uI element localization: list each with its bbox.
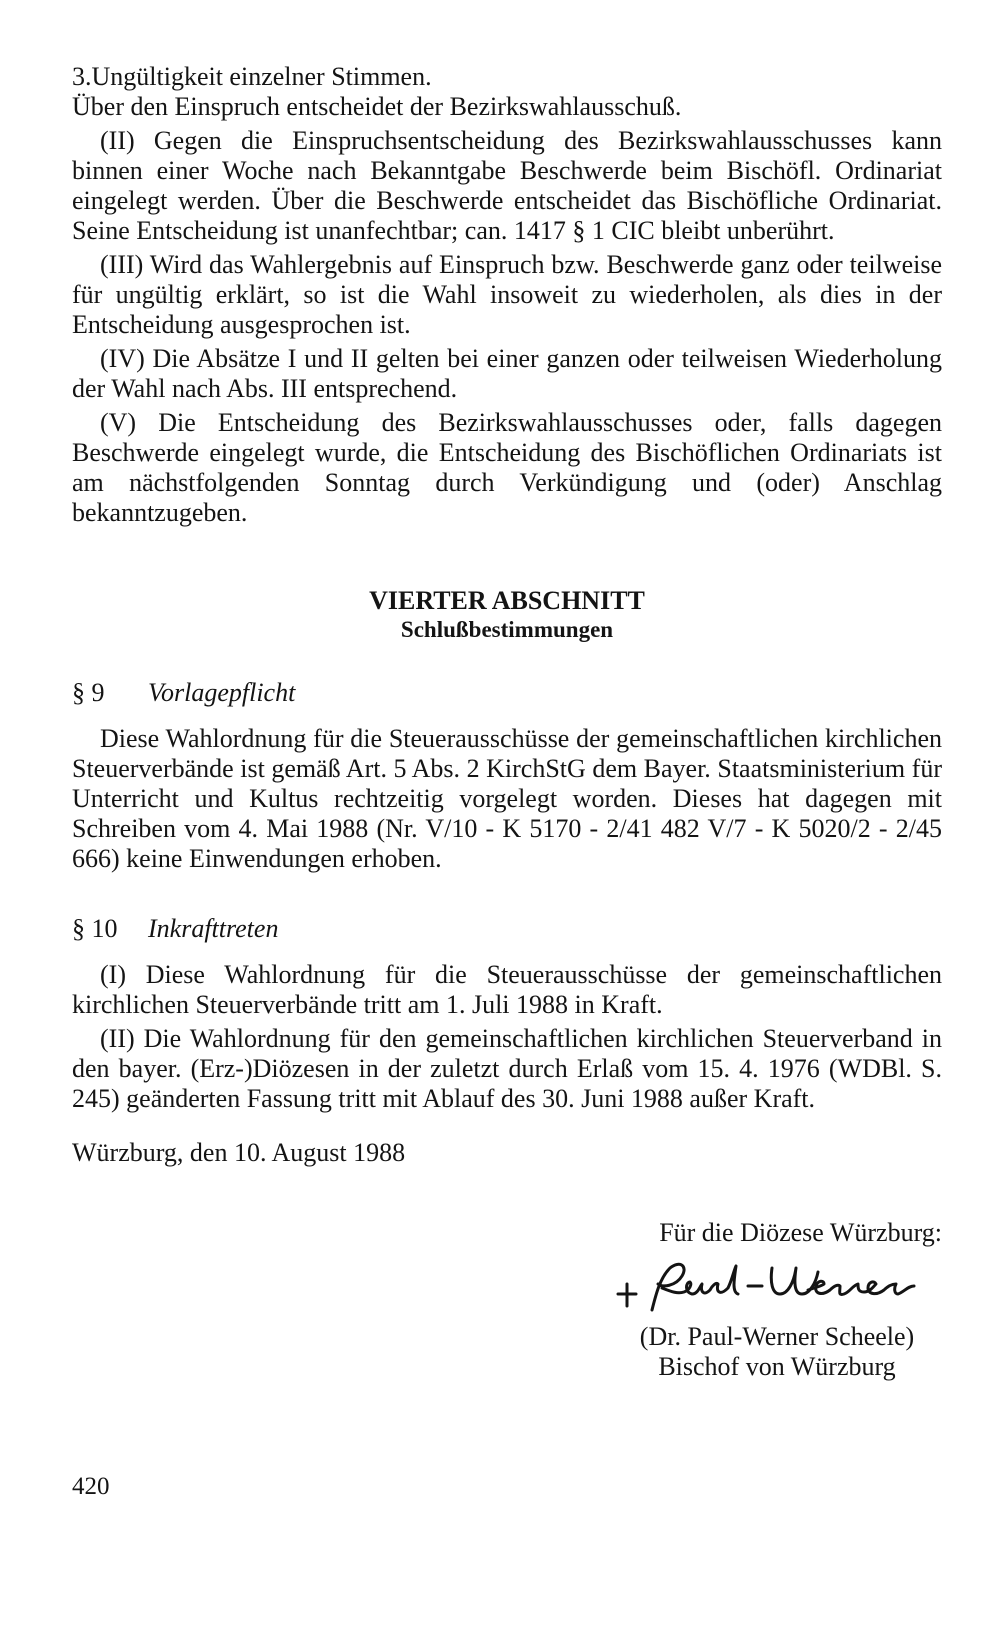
section-10-header bbox=[72, 914, 942, 944]
section-10-paragraph-I: (I) Diese Wahlordnung für die Steuerausschüsse der gemeinschaftlichen kirchlichen Steuerverbände tritt am 1. Juli 1988 in Kraft. bbox=[72, 960, 942, 1019]
document-page bbox=[72, 62, 942, 1168]
section-9-title: Vorlagepflicht bbox=[148, 678, 296, 707]
signature-block bbox=[612, 1218, 942, 1382]
paragraph-V: (V) Die Entscheidung des Bezirkswahlausschusses oder, falls dagegen Beschwerde eingelegt wurde, die Entscheidung des Bischöflichen Ordinariats ist am nächstfolgenden Sonntag durch Verkündigung und (oder) Anschlag bekanntzugeben. bbox=[72, 408, 942, 527]
section-9-header bbox=[72, 678, 942, 708]
paragraph-decision: Über den Einspruch entscheidet der Bezirkswahlausschuß. bbox=[72, 92, 682, 121]
place-date: Würzburg, den 10. August 1988 bbox=[72, 1138, 406, 1167]
heading-subtitle: Schlußbestimmungen bbox=[400, 617, 614, 642]
section-9-number: § 9 bbox=[72, 678, 105, 707]
signatory-name: (Dr. Paul-Werner Scheele) bbox=[639, 1322, 915, 1351]
heading-title: VIERTER ABSCHNITT bbox=[369, 586, 645, 615]
section-10-title: Inkrafttreten bbox=[148, 914, 279, 943]
signature-for-line: Für die Diözese Würzburg: bbox=[659, 1218, 942, 1247]
paragraph-item-3: 3.Ungültigkeit einzelner Stimmen. bbox=[72, 62, 432, 91]
section-9-text: Diese Wahlordnung für die Steuerausschüsse der gemeinschaftlichen kirchlichen Steuerverbände ist gemäß Art. 5 Abs. 2 KirchStG dem Bayer. Staatsministerium für Unterricht und Kultus rechtzeitig vorgelegt worden. Dieses hat dagegen mit Schreiben vom 4. Mai 1988 (Nr. V/10 - K 5170 - 2/41 482 V/7 - K 5020/2 - 2/45 666) keine Einwendungen erhoben. bbox=[72, 724, 942, 873]
handwritten-signature bbox=[612, 1254, 942, 1318]
paragraph-II: (II) Gegen die Einspruchsentscheidung des Bezirkswahlausschusses kann binnen einer Woche nach Bekanntgabe Beschwerde beim Bischöfl. Ordinariat eingelegt werden. Über die Beschwerde entscheidet das Bischöfliche Ordinariat. Seine Entscheidung ist unanfechtbar; can. 1417 § 1 CIC bleibt unberührt. bbox=[72, 126, 942, 245]
page-number: 420 bbox=[72, 1473, 110, 1500]
signatory-role: Bischof von Würzburg bbox=[658, 1352, 896, 1381]
section-10-paragraph-II: (II) Die Wahlordnung für den gemeinschaftlichen kirchlichen Steuerverband in den bayer. (Erz-)Diözesen in der zuletzt durch Erlaß vom 15. 4. 1976 (WDBl. S. 245) geänderten Fassung tritt mit Ablauf des 30. Juni 1988 außer Kraft. bbox=[72, 1024, 942, 1113]
section-heading bbox=[72, 586, 942, 644]
paragraph-III: (III) Wird das Wahlergebnis auf Einspruch bzw. Beschwerde ganz oder teilweise für ungültig erklärt, so ist die Wahl insoweit zu wiederholen, als dies in der Entscheidung ausgesprochen ist. bbox=[72, 250, 942, 339]
paragraph-IV: (IV) Die Absätze I und II gelten bei einer ganzen oder teilweisen Wiederholung der Wahl nach Abs. III entsprechend. bbox=[72, 344, 942, 403]
section-10-number: § 10 bbox=[72, 914, 118, 943]
